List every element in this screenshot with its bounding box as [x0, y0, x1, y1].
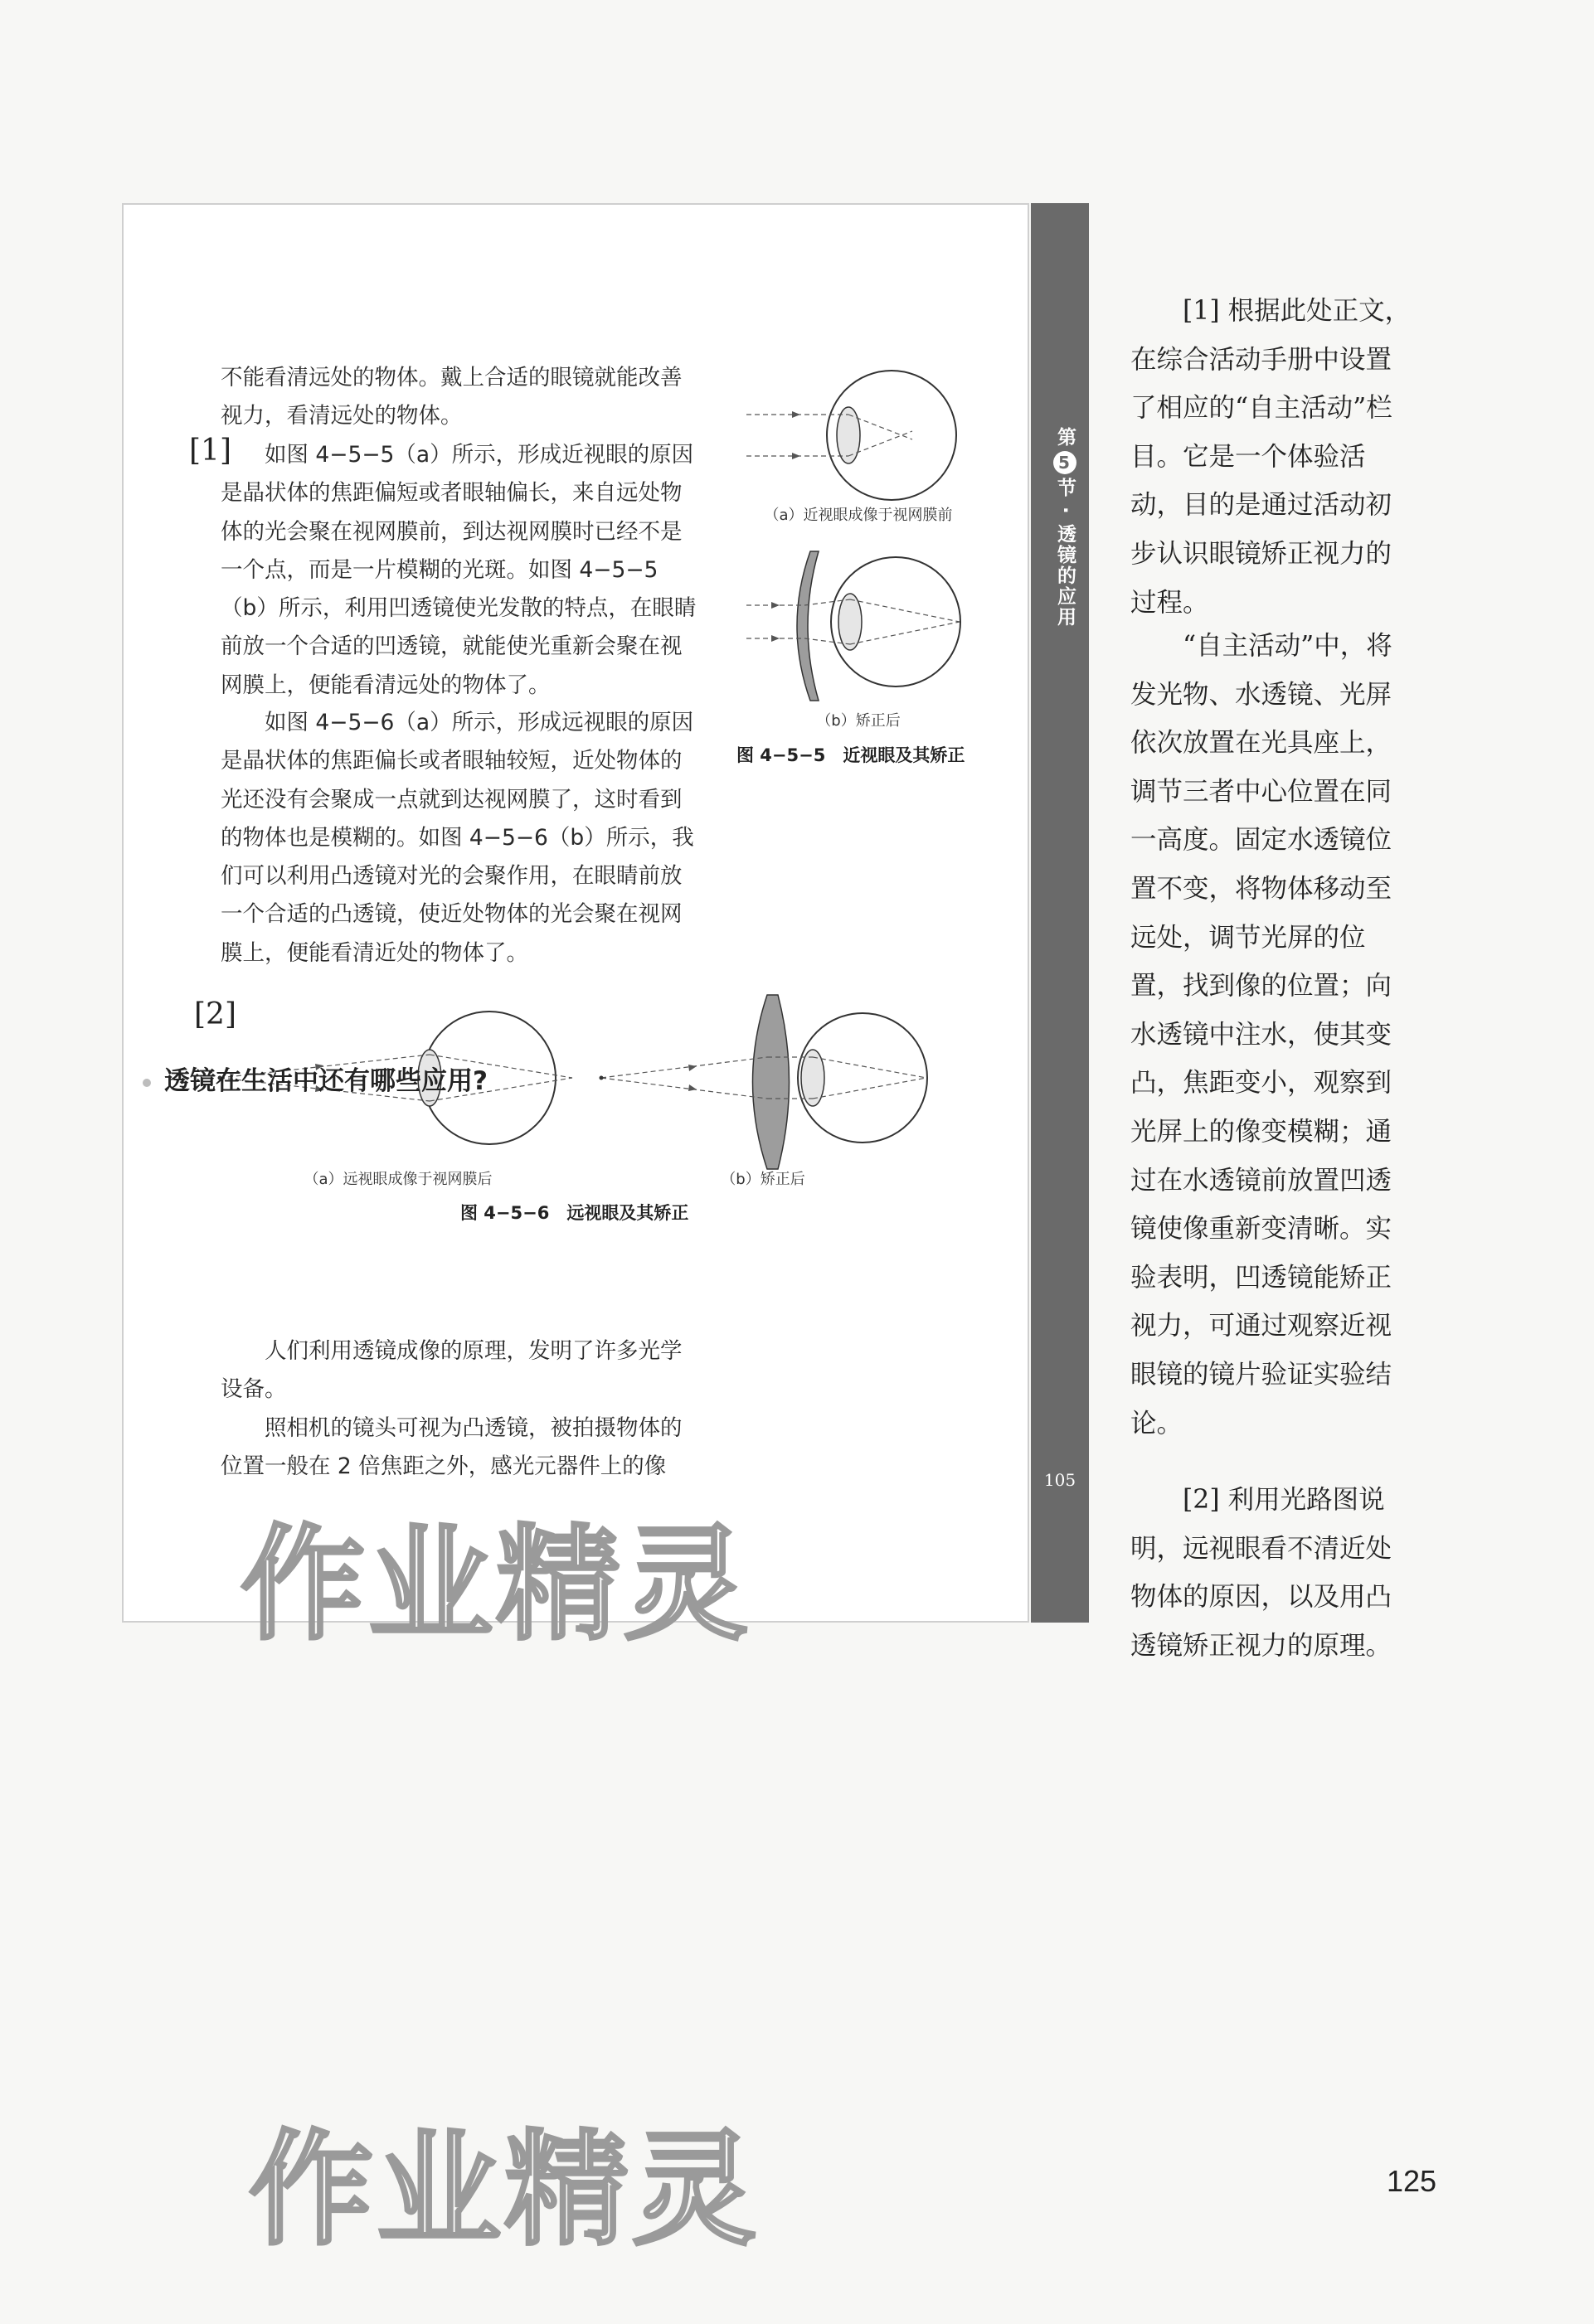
paragraph-1: 不能看清远处的物体。戴上合适的眼镜就能改善视力，看清远处的物体。 [221, 365, 683, 429]
chapter-strip [1031, 203, 1089, 1623]
section-number-badge: 5 [1053, 451, 1076, 474]
paragraph-hyperopia: 如图 4−5−6（a）所示，形成远视眼的原因是晶状体的焦距偏长或者眼轴较短，近处物体的光还没有会聚成一点就到达视网膜了，这时看到的物体也是模糊的。如图 4−5−6（b）所示，我们可以利用凸透镜对光的会聚作用，在眼睛前放一个合适的凸透镜，使近处物体的光会聚在视网膜上，便能看清近处的物体了。 [221, 710, 694, 966]
annotation-marker-1: [1] [189, 434, 231, 468]
annotation-marker-2: [2] [194, 997, 236, 1031]
figure-456-title: 图 4−5−6 远视眼及其矫正 [460, 1203, 689, 1223]
watermark-bottom: 作业精灵 [249, 2118, 761, 2263]
bullet-dot-icon [143, 1079, 151, 1087]
figure-455b-caption: （b）矫正后 [816, 712, 901, 730]
side-note-1-continued: “自主活动”中，将发光物、水透镜、光屏依次放置在光具座上，调节三者中心位置在同一高度。固定水透镜位置不变，将物体移动至远处，调节光屏的位置，找到像的位置；向水透镜中注水，使其变凸，焦距变小，观察到光屏上的像变模糊；通过在水透镜前放置凹透镜使像重新变清晰。实验表明，凹透镜能矫正视力，可通过观察近视眼镜的镜片验证实验结论。 [1130, 631, 1392, 1439]
section-heading: 透镜在生活中还有哪些应用? [143, 1060, 488, 1097]
watermark-top: 作业精灵 [241, 1513, 752, 1657]
side-note-1: [1] 根据此处正文，在综合活动手册中设置了相应的“自主活动”栏目。它是一个体验活动，目的是通过活动初步认识眼镜矫正视力的过程。 [1130, 296, 1412, 618]
myopia-eye-diagram [742, 369, 974, 506]
page-number: 125 [1387, 2164, 1437, 2198]
chapter-title: 第5节 · 透镜的应用 [1054, 427, 1076, 628]
figure-455-title: 图 4−5−5 近视眼及其矫正 [736, 745, 965, 765]
figure-456b-caption: （b）矫正后 [721, 1171, 805, 1188]
paragraph-camera: 照相机的镜头可视为凸透镜，被拍摄物体的位置一般在 2 倍焦距之外，感光元器件上的像 [221, 1415, 683, 1480]
inner-page-number: 105 [1043, 1470, 1076, 1490]
paragraph-myopia: 如图 4−5−5（a）所示，形成近视眼的原因是晶状体的焦距偏短或者眼轴偏长，来自远处物体的光会聚在视网膜前，到达视网膜时已经不是一个点，而是一片模糊的光斑。如图 4−5−5（b）所示，利用凹透镜使光发散的特点，在眼睛前放一个合适的凹透镜，就能使光重新会聚在视网膜上，便能看清远处的物体了。 [221, 442, 697, 698]
paragraph-optical-devices: 人们利用透镜成像的原理，发明了许多光学设备。 [221, 1338, 683, 1403]
myopia-corrected-diagram [742, 543, 974, 709]
figure-456a-caption: （a）远视眼成像于视网膜后 [304, 1171, 493, 1188]
hyperopia-corrected-diagram [597, 987, 937, 1177]
figure-455a-caption: （a）近视眼成像于视网膜前 [764, 507, 953, 524]
side-note-2: [2] 利用光路图说明，远视眼看不清近处物体的原因，以及用凸透镜矫正视力的原理。 [1130, 1485, 1392, 1661]
